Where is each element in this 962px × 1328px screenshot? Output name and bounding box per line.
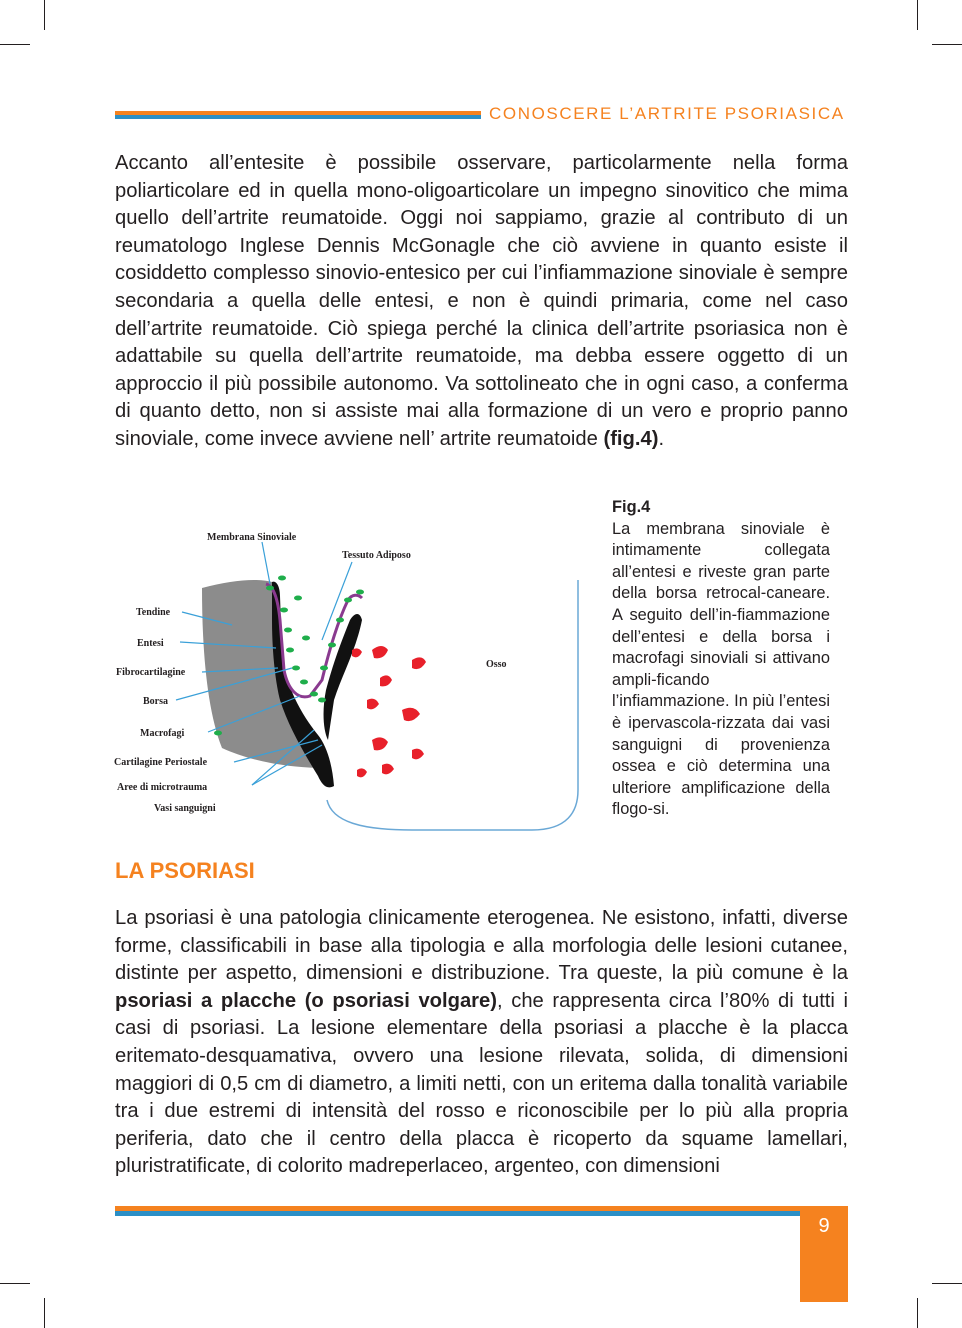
label-borsa: Borsa [143,696,168,707]
figure-diagram [112,500,602,840]
crop-mark [932,1283,962,1284]
figure-reference: (fig.4) [603,427,659,450]
label-vasi-sanguigni: Vasi sanguigni [154,803,216,814]
page-number: 9 [818,1215,830,1237]
label-membrana-sinoviale: Membrana Sinoviale [207,532,297,543]
figure-caption [612,497,830,821]
blood-vessels [352,646,426,777]
crop-mark [44,0,45,30]
crop-mark [44,1298,45,1328]
body-paragraph-1 [115,150,848,454]
running-head: CONOSCERE L’ARTRITE PSORIASICA [489,104,845,123]
caption-text: La membrana sinoviale è intimamente collegata all’entesi e riveste gran parte della borsa retrocal-caneare. A seguito dell’in-fiammazione dell’entesi e della borsa i macrofagi sinoviali si attivano ampli-ficando l’infiammazione. In più l’entesi è ipervascola-rizzata dai vasi sanguigni di provenienza ossea e ciò determina una ulteriore amplificazione della flogo-si. [612,519,830,819]
label-cartilagine-periostale: Cartilagine Periostale [114,757,208,768]
label-tendine: Tendine [136,607,171,618]
paragraph-text: Accanto all’entesite è possibile osservare, particolarmente nella forma poliarticolare ed in quella mono-oligoarticolare un impegno sinovitico che mima quello dell’artrite reumatoide. Oggi noi sappiamo, grazie al contributo di un reumatologo Inglese Dennis McGonagle che ciò avviene in quanto esiste il cosiddetto complesso sinovio-entesico per cui l’infiammazione sinoviale è sempre secondaria a quella delle entesi, e non è quindi primaria, come nel caso dell’artrite reumatoide. Ciò spiega perché la clinica dell’artrite psoriasica non è adattabile su quella dell’artrite reumatoide, ma debba essere oggetto di un approccio il più possibile autonomo. Va sottolineato che in ogni caso, a conferma di quanto detto, non si assiste mai alla formazione di un vero e proprio panno sinoviale, come invece avviene nell’ artrite reumatoide [115,152,848,450]
label-fibrocartilagine: Fibrocartilagine [116,667,186,678]
header-rule [115,111,481,119]
label-osso: Osso [486,659,507,670]
paragraph-text: La psoriasi è una patologia clinicamente eterogenea. Ne esistono, infatti, diverse forme, classificabili in base alla tipologia e alla morfologia delle lesioni cutanee, distinte per aspetto, dimensioni e distribuzione. Tra queste, la più comune è la [115,907,848,985]
paragraph-text-cont: , che rappresenta circa l’80% di tutti i casi di psoriasi. La lesione elementare della psoriasi a placche è la placca eritemato-desquamativa, ovvero una lesione rilevata, solida, di dimensioni maggiori di 0,5 cm di diametro, a limiti netti, con un eritema dalla tonalità variabile tra i due estremi di intensità del rosso e riconoscibile per lo più alla propria periferia, dato che il centro della placca è ricoperto da squame lamellari, pluristratificate, di colorito madreperlaceo, argenteo, con dimensioni [115,989,849,1178]
crop-mark [917,1298,918,1328]
bone-outline [327,580,578,830]
label-entesi: Entesi [137,638,164,649]
caption-title: Fig.4 [612,498,651,516]
label-tessuto-adiposo: Tessuto Adiposo [342,550,411,561]
section-title: LA PSORIASI [115,858,255,883]
body-paragraph-2 [115,905,848,1181]
crop-mark [0,44,30,45]
bold-term: psoriasi a placche (o psoriasi volgare) [115,989,497,1012]
bone-cortex-band [324,614,362,740]
crop-mark [932,44,962,45]
crop-mark [0,1283,30,1284]
page-number-tab [800,1206,848,1302]
label-macrofagi: Macrofagi [140,728,185,739]
crop-mark [917,0,918,30]
paragraph-end: . [658,427,665,450]
footer-rule [115,1206,800,1216]
label-aree-microtrauma: Aree di microtrauma [117,782,208,793]
